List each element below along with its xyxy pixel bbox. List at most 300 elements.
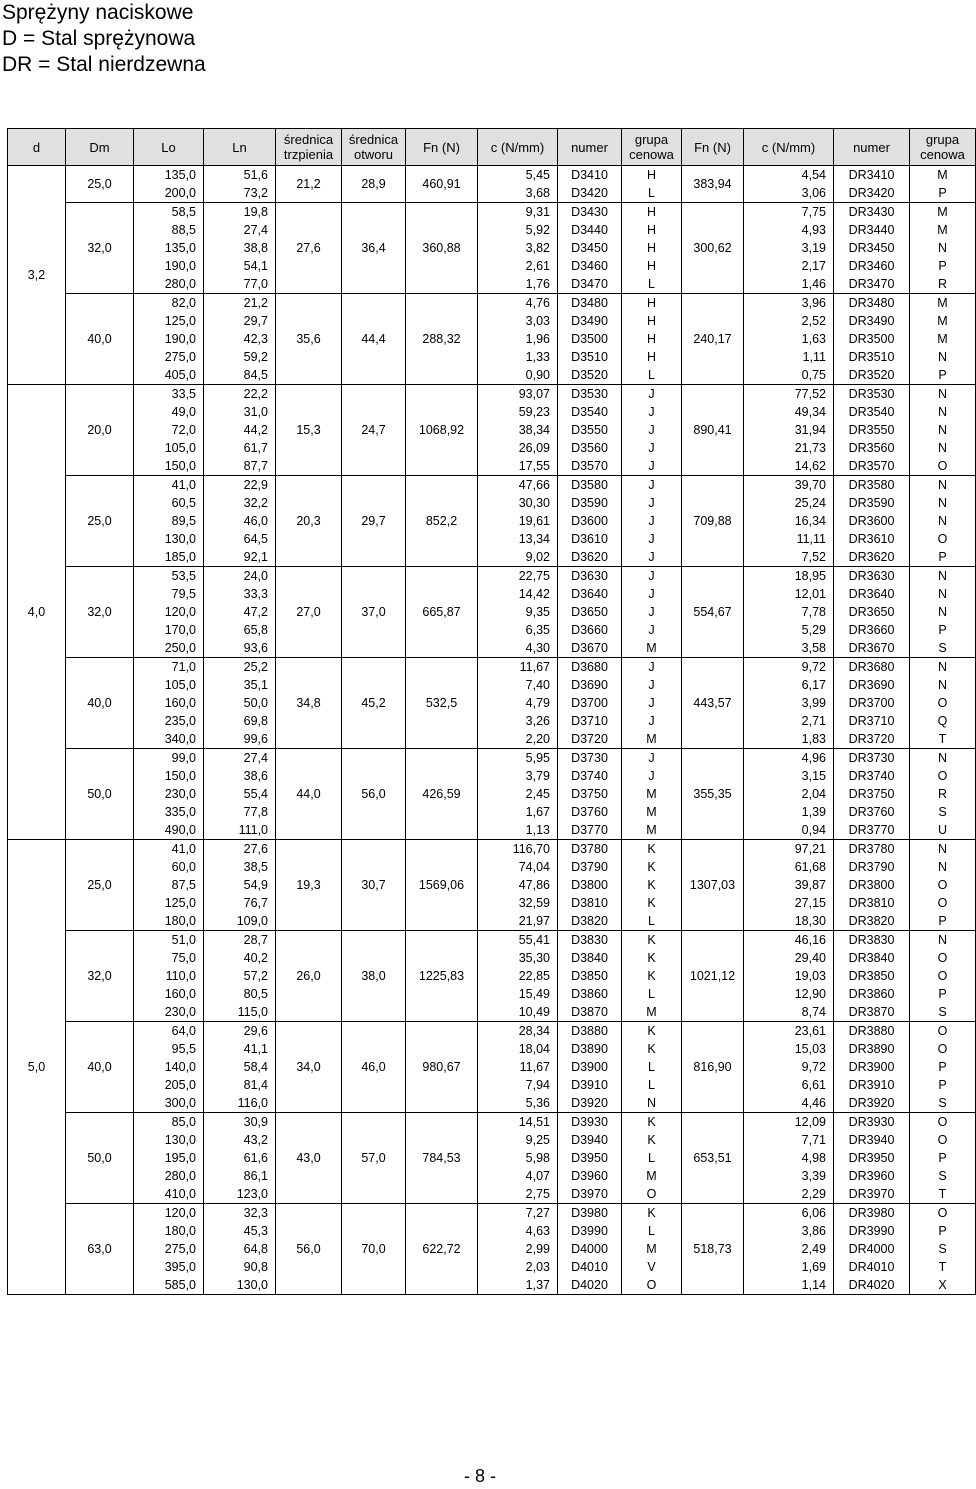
cell-c: 2,61 — [478, 257, 558, 275]
cell-lo: 170,0 — [134, 621, 204, 639]
cell-numer-dr: DR3860 — [834, 985, 910, 1003]
cell-numer: D3440 — [558, 221, 622, 239]
cell-numer: D3680 — [558, 658, 622, 677]
cell-grupa: M — [622, 730, 682, 749]
cell-numer-dr: DR3640 — [834, 585, 910, 603]
cell-c-dr: 7,75 — [744, 203, 834, 222]
cell-numer-dr: DR3810 — [834, 894, 910, 912]
cell-c: 19,61 — [478, 512, 558, 530]
cell-numer: D3630 — [558, 567, 622, 586]
table-row — [8, 694, 976, 712]
cell-ln: 35,1 — [204, 676, 276, 694]
cell-c-dr: 2,71 — [744, 712, 834, 730]
cell-numer-dr: DR3880 — [834, 1022, 910, 1041]
table-row — [8, 840, 976, 859]
cell-lo: 105,0 — [134, 676, 204, 694]
cell-numer: D3530 — [558, 385, 622, 404]
cell-lo: 230,0 — [134, 785, 204, 803]
cell-c: 1,67 — [478, 803, 558, 821]
cell-ln: 57,2 — [204, 967, 276, 985]
cell-fn: 1569,06 — [406, 840, 478, 931]
cell-c: 14,42 — [478, 585, 558, 603]
table-row — [8, 1258, 976, 1276]
cell-grupa: N — [622, 1094, 682, 1113]
cell-srednica-trzpienia: 34,8 — [276, 658, 342, 749]
header-ln: Ln — [204, 129, 276, 166]
cell-c: 7,40 — [478, 676, 558, 694]
table-row — [8, 1204, 976, 1223]
cell-numer-dr: DR3560 — [834, 439, 910, 457]
cell-d: 4,0 — [8, 385, 66, 840]
cell-ln: 27,4 — [204, 221, 276, 239]
cell-c-dr: 39,87 — [744, 876, 834, 894]
cell-grupa: J — [622, 512, 682, 530]
cell-numer-dr: DR3420 — [834, 184, 910, 203]
cell-numer: D3500 — [558, 330, 622, 348]
cell-grupa-dr: T — [910, 1258, 976, 1276]
cell-c-dr: 18,95 — [744, 567, 834, 586]
cell-dm: 25,0 — [66, 166, 134, 203]
cell-c: 2,99 — [478, 1240, 558, 1258]
cell-c-dr: 12,90 — [744, 985, 834, 1003]
cell-ln: 38,8 — [204, 239, 276, 257]
cell-numer: D3450 — [558, 239, 622, 257]
table-body — [8, 166, 976, 1295]
cell-grupa-dr: S — [910, 803, 976, 821]
cell-srednica-trzpienia: 43,0 — [276, 1113, 342, 1204]
cell-c-dr: 12,01 — [744, 585, 834, 603]
cell-numer-dr: DR3900 — [834, 1058, 910, 1076]
cell-srednica-otworu: 38,0 — [342, 931, 406, 1022]
cell-grupa-dr: O — [910, 530, 976, 548]
cell-c: 1,33 — [478, 348, 558, 366]
cell-numer-dr: DR3590 — [834, 494, 910, 512]
cell-c: 2,03 — [478, 1258, 558, 1276]
cell-grupa: K — [622, 1022, 682, 1041]
cell-c: 38,34 — [478, 421, 558, 439]
cell-fn-dr: 355,35 — [682, 749, 744, 840]
header-lo: Lo — [134, 129, 204, 166]
cell-numer-dr: DR3460 — [834, 257, 910, 275]
cell-srednica-trzpienia: 34,0 — [276, 1022, 342, 1113]
cell-numer: D3820 — [558, 912, 622, 931]
cell-grupa: H — [622, 312, 682, 330]
cell-srednica-trzpienia: 20,3 — [276, 476, 342, 567]
header-c-dr: c (N/mm) — [744, 129, 834, 166]
cell-grupa: J — [622, 403, 682, 421]
table-row — [8, 621, 976, 639]
cell-lo: 190,0 — [134, 330, 204, 348]
cell-srednica-otworu: 29,7 — [342, 476, 406, 567]
cell-fn: 665,87 — [406, 567, 478, 658]
cell-ln: 116,0 — [204, 1094, 276, 1113]
cell-grupa-dr: N — [910, 585, 976, 603]
table-row — [8, 603, 976, 621]
cell-grupa-dr: O — [910, 1113, 976, 1132]
cell-c-dr: 3,19 — [744, 239, 834, 257]
header-c: c (N/mm) — [478, 129, 558, 166]
table-row — [8, 1222, 976, 1240]
table-row — [8, 931, 976, 950]
cell-grupa-dr: N — [910, 385, 976, 404]
cell-c-dr: 12,09 — [744, 1113, 834, 1132]
cell-grupa-dr: Q — [910, 712, 976, 730]
cell-ln: 58,4 — [204, 1058, 276, 1076]
cell-numer: D3880 — [558, 1022, 622, 1041]
cell-c-dr: 9,72 — [744, 658, 834, 677]
table-row — [8, 730, 976, 749]
cell-dm: 25,0 — [66, 840, 134, 931]
cell-grupa-dr: O — [910, 894, 976, 912]
cell-grupa-dr: O — [910, 694, 976, 712]
table-row — [8, 858, 976, 876]
cell-lo: 58,5 — [134, 203, 204, 222]
cell-numer: D3770 — [558, 821, 622, 840]
cell-lo: 200,0 — [134, 184, 204, 203]
cell-srednica-otworu: 24,7 — [342, 385, 406, 476]
cell-lo: 190,0 — [134, 257, 204, 275]
cell-c: 1,76 — [478, 275, 558, 294]
cell-grupa: K — [622, 858, 682, 876]
cell-c-dr: 1,63 — [744, 330, 834, 348]
cell-c-dr: 39,70 — [744, 476, 834, 495]
cell-fn-dr: 1307,03 — [682, 840, 744, 931]
table-row — [8, 1276, 976, 1295]
table-row — [8, 366, 976, 385]
cell-ln: 41,1 — [204, 1040, 276, 1058]
cell-numer-dr: DR3970 — [834, 1185, 910, 1204]
cell-lo: 130,0 — [134, 1131, 204, 1149]
cell-numer-dr: DR3850 — [834, 967, 910, 985]
cell-srednica-otworu: 37,0 — [342, 567, 406, 658]
cell-grupa-dr: P — [910, 912, 976, 931]
table-row — [8, 385, 976, 404]
cell-c: 18,04 — [478, 1040, 558, 1058]
cell-c-dr: 29,40 — [744, 949, 834, 967]
cell-ln: 76,7 — [204, 894, 276, 912]
cell-ln: 81,4 — [204, 1076, 276, 1094]
cell-numer-dr: DR3650 — [834, 603, 910, 621]
cell-numer-dr: DR3940 — [834, 1131, 910, 1149]
table-row — [8, 912, 976, 931]
table-row — [8, 712, 976, 730]
cell-dm: 32,0 — [66, 567, 134, 658]
cell-lo: 41,0 — [134, 476, 204, 495]
cell-grupa-dr: R — [910, 785, 976, 803]
cell-c-dr: 97,21 — [744, 840, 834, 859]
cell-lo: 410,0 — [134, 1185, 204, 1204]
cell-dm: 63,0 — [66, 1204, 134, 1295]
cell-srednica-trzpienia: 27,0 — [276, 567, 342, 658]
cell-grupa: L — [622, 912, 682, 931]
cell-fn: 460,91 — [406, 166, 478, 203]
cell-lo: 135,0 — [134, 239, 204, 257]
cell-ln: 87,7 — [204, 457, 276, 476]
cell-c: 9,35 — [478, 603, 558, 621]
cell-ln: 86,1 — [204, 1167, 276, 1185]
cell-grupa: H — [622, 257, 682, 275]
cell-grupa: K — [622, 1040, 682, 1058]
table-row — [8, 457, 976, 476]
cell-lo: 64,0 — [134, 1022, 204, 1041]
cell-lo: 150,0 — [134, 457, 204, 476]
cell-c: 7,27 — [478, 1204, 558, 1223]
table-row — [8, 1076, 976, 1094]
cell-c-dr: 2,17 — [744, 257, 834, 275]
cell-ln: 115,0 — [204, 1003, 276, 1022]
table-row — [8, 1003, 976, 1022]
table-row — [8, 985, 976, 1003]
cell-ln: 77,8 — [204, 803, 276, 821]
cell-grupa-dr: T — [910, 1185, 976, 1204]
cell-lo: 130,0 — [134, 530, 204, 548]
cell-numer-dr: DR3820 — [834, 912, 910, 931]
cell-dm: 20,0 — [66, 385, 134, 476]
table-row — [8, 476, 976, 495]
cell-c-dr: 8,74 — [744, 1003, 834, 1022]
cell-ln: 51,6 — [204, 166, 276, 185]
cell-numer-dr: DR3690 — [834, 676, 910, 694]
cell-grupa-dr: P — [910, 985, 976, 1003]
cell-numer: D3920 — [558, 1094, 622, 1113]
cell-srednica-trzpienia: 27,6 — [276, 203, 342, 294]
cell-c: 116,70 — [478, 840, 558, 859]
cell-dm: 40,0 — [66, 1022, 134, 1113]
cell-grupa: M — [622, 1167, 682, 1185]
cell-lo: 395,0 — [134, 1258, 204, 1276]
cell-grupa: J — [622, 694, 682, 712]
cell-grupa: J — [622, 767, 682, 785]
cell-grupa: M — [622, 639, 682, 658]
cell-grupa-dr: S — [910, 639, 976, 658]
table-row — [8, 1094, 976, 1113]
cell-ln: 123,0 — [204, 1185, 276, 1204]
cell-lo: 140,0 — [134, 1058, 204, 1076]
cell-numer: D3570 — [558, 457, 622, 476]
cell-grupa: L — [622, 985, 682, 1003]
cell-grupa-dr: P — [910, 257, 976, 275]
cell-ln: 28,7 — [204, 931, 276, 950]
cell-c-dr: 27,15 — [744, 894, 834, 912]
cell-c: 1,13 — [478, 821, 558, 840]
cell-numer: D3940 — [558, 1131, 622, 1149]
cell-lo: 195,0 — [134, 1149, 204, 1167]
cell-grupa: L — [622, 275, 682, 294]
cell-numer: D3550 — [558, 421, 622, 439]
cell-grupa-dr: O — [910, 1204, 976, 1223]
header-srednica-otworu: średnica otworu — [342, 129, 406, 166]
cell-c: 93,07 — [478, 385, 558, 404]
cell-c-dr: 1,46 — [744, 275, 834, 294]
cell-numer: D3720 — [558, 730, 622, 749]
cell-c-dr: 1,14 — [744, 1276, 834, 1295]
table-row — [8, 1185, 976, 1204]
cell-grupa: J — [622, 567, 682, 586]
cell-grupa-dr: O — [910, 767, 976, 785]
cell-numer: D3780 — [558, 840, 622, 859]
cell-ln: 32,2 — [204, 494, 276, 512]
cell-lo: 49,0 — [134, 403, 204, 421]
cell-fn: 980,67 — [406, 1022, 478, 1113]
table-row — [8, 348, 976, 366]
cell-c-dr: 6,61 — [744, 1076, 834, 1094]
cell-srednica-otworu: 44,4 — [342, 294, 406, 385]
cell-grupa-dr: P — [910, 621, 976, 639]
table-row — [8, 639, 976, 658]
cell-c: 3,82 — [478, 239, 558, 257]
cell-lo: 405,0 — [134, 366, 204, 385]
cell-lo: 490,0 — [134, 821, 204, 840]
cell-c: 74,04 — [478, 858, 558, 876]
header-fn-dr: Fn (N) — [682, 129, 744, 166]
cell-numer: D4020 — [558, 1276, 622, 1295]
cell-grupa: L — [622, 1149, 682, 1167]
cell-grupa: K — [622, 1131, 682, 1149]
cell-ln: 33,3 — [204, 585, 276, 603]
cell-lo: 71,0 — [134, 658, 204, 677]
cell-ln: 54,9 — [204, 876, 276, 894]
cell-grupa-dr: N — [910, 476, 976, 495]
cell-c: 30,30 — [478, 494, 558, 512]
cell-fn-dr: 1021,12 — [682, 931, 744, 1022]
table-row — [8, 1149, 976, 1167]
cell-numer-dr: DR3790 — [834, 858, 910, 876]
cell-ln: 61,7 — [204, 439, 276, 457]
cell-numer: D3740 — [558, 767, 622, 785]
cell-c-dr: 4,98 — [744, 1149, 834, 1167]
cell-numer-dr: DR3720 — [834, 730, 910, 749]
cell-grupa-dr: S — [910, 1003, 976, 1022]
cell-numer: D3730 — [558, 749, 622, 768]
cell-dm: 50,0 — [66, 1113, 134, 1204]
cell-c: 1,96 — [478, 330, 558, 348]
cell-srednica-otworu: 56,0 — [342, 749, 406, 840]
cell-numer-dr: DR3510 — [834, 348, 910, 366]
cell-c: 28,34 — [478, 1022, 558, 1041]
cell-c: 9,25 — [478, 1131, 558, 1149]
cell-grupa: O — [622, 1276, 682, 1295]
cell-dm: 50,0 — [66, 749, 134, 840]
header-row — [8, 129, 976, 166]
cell-numer: D3900 — [558, 1058, 622, 1076]
springs-spec-table — [7, 128, 976, 1295]
cell-c: 11,67 — [478, 1058, 558, 1076]
cell-ln: 59,2 — [204, 348, 276, 366]
cell-c-dr: 0,94 — [744, 821, 834, 840]
cell-c-dr: 3,86 — [744, 1222, 834, 1240]
cell-grupa: J — [622, 548, 682, 567]
cell-numer-dr: DR3500 — [834, 330, 910, 348]
cell-numer: D3590 — [558, 494, 622, 512]
cell-numer-dr: DR3440 — [834, 221, 910, 239]
cell-numer-dr: DR3980 — [834, 1204, 910, 1223]
cell-numer: D3930 — [558, 1113, 622, 1132]
table-row — [8, 949, 976, 967]
cell-lo: 340,0 — [134, 730, 204, 749]
cell-numer: D4010 — [558, 1258, 622, 1276]
cell-numer: D3580 — [558, 476, 622, 495]
cell-grupa: J — [622, 494, 682, 512]
cell-numer-dr: DR3730 — [834, 749, 910, 768]
cell-numer-dr: DR4020 — [834, 1276, 910, 1295]
cell-grupa: K — [622, 949, 682, 967]
cell-numer: D3980 — [558, 1204, 622, 1223]
cell-numer-dr: DR3740 — [834, 767, 910, 785]
cell-numer-dr: DR3480 — [834, 294, 910, 313]
cell-c: 4,63 — [478, 1222, 558, 1240]
header-fn: Fn (N) — [406, 129, 478, 166]
cell-ln: 111,0 — [204, 821, 276, 840]
cell-lo: 82,0 — [134, 294, 204, 313]
table-row — [8, 275, 976, 294]
cell-srednica-otworu: 28,9 — [342, 166, 406, 203]
cell-ln: 69,8 — [204, 712, 276, 730]
cell-srednica-otworu: 70,0 — [342, 1204, 406, 1295]
cell-numer: D3990 — [558, 1222, 622, 1240]
cell-c-dr: 3,58 — [744, 639, 834, 658]
cell-grupa-dr: N — [910, 603, 976, 621]
cell-ln: 38,5 — [204, 858, 276, 876]
cell-grupa-dr: O — [910, 457, 976, 476]
cell-numer-dr: DR3470 — [834, 275, 910, 294]
cell-grupa: L — [622, 366, 682, 385]
cell-fn: 622,72 — [406, 1204, 478, 1295]
cell-ln: 92,1 — [204, 548, 276, 567]
table-row — [8, 239, 976, 257]
cell-grupa-dr: P — [910, 1076, 976, 1094]
cell-numer: D3810 — [558, 894, 622, 912]
table-row — [8, 403, 976, 421]
cell-lo: 275,0 — [134, 1240, 204, 1258]
cell-lo: 89,5 — [134, 512, 204, 530]
cell-c: 10,49 — [478, 1003, 558, 1022]
cell-ln: 38,6 — [204, 767, 276, 785]
cell-numer-dr: DR3580 — [834, 476, 910, 495]
cell-numer: D3600 — [558, 512, 622, 530]
cell-grupa-dr: N — [910, 840, 976, 859]
table-row — [8, 803, 976, 821]
cell-lo: 205,0 — [134, 1076, 204, 1094]
cell-c-dr: 1,39 — [744, 803, 834, 821]
cell-numer: D3490 — [558, 312, 622, 330]
cell-lo: 280,0 — [134, 1167, 204, 1185]
cell-grupa-dr: M — [910, 312, 976, 330]
cell-grupa-dr: U — [910, 821, 976, 840]
cell-grupa-dr: M — [910, 221, 976, 239]
cell-c: 59,23 — [478, 403, 558, 421]
cell-lo: 180,0 — [134, 1222, 204, 1240]
cell-numer: D3510 — [558, 348, 622, 366]
cell-lo: 230,0 — [134, 1003, 204, 1022]
cell-lo: 125,0 — [134, 894, 204, 912]
cell-grupa: H — [622, 221, 682, 239]
cell-lo: 235,0 — [134, 712, 204, 730]
table-row — [8, 1240, 976, 1258]
cell-c: 5,98 — [478, 1149, 558, 1167]
cell-numer: D3710 — [558, 712, 622, 730]
cell-ln: 65,8 — [204, 621, 276, 639]
cell-fn: 426,59 — [406, 749, 478, 840]
cell-fn: 852,2 — [406, 476, 478, 567]
cell-numer-dr: DR3710 — [834, 712, 910, 730]
cell-numer-dr: DR3520 — [834, 366, 910, 385]
cell-lo: 33,5 — [134, 385, 204, 404]
cell-grupa: K — [622, 1113, 682, 1132]
cell-ln: 40,2 — [204, 949, 276, 967]
cell-c-dr: 14,62 — [744, 457, 834, 476]
cell-numer: D3840 — [558, 949, 622, 967]
cell-numer: D3540 — [558, 403, 622, 421]
